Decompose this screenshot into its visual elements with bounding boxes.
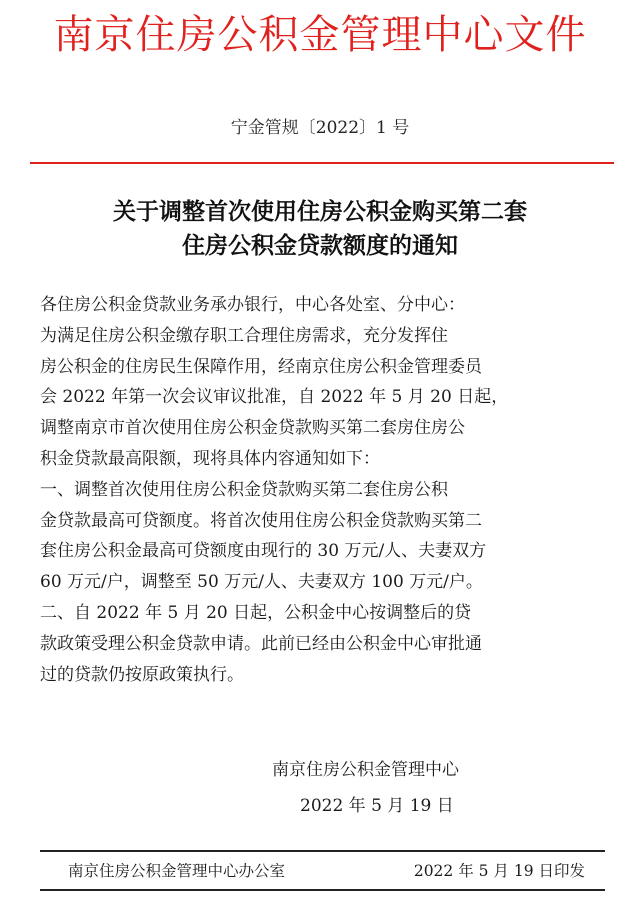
footer-print-date: 2022 年 5 月 19 日印发 xyxy=(413,862,585,880)
footer-top-rule xyxy=(40,850,605,852)
notice-body xyxy=(40,290,600,690)
body-line: 积金贷款最高限额，现将具体内容通知如下： xyxy=(40,448,380,469)
body-line: 款政策受理公积金贷款申请。此前已经由公积金中心审批通 xyxy=(40,633,482,654)
notice-title xyxy=(0,195,640,263)
body-line: 会 2022 年第一次会议审议批准，自 2022 年 5 月 20 日起， xyxy=(40,387,509,408)
body-line: 房公积金的住房民生保障作用，经南京住房公积金管理委员 xyxy=(40,356,482,377)
footer-office: 南京住房公积金管理中心办公室 xyxy=(68,862,286,880)
notice-title-line-2: 住房公积金贷款额度的通知 xyxy=(182,233,458,259)
body-line: 套住房公积金最高可贷额度由现行的 30 万元/人、夫妻双方 xyxy=(40,541,487,562)
notice-title-line-1: 关于调整首次使用住房公积金购买第二套 xyxy=(113,199,527,225)
body-line: 金贷款最高可贷额度。将首次使用住房公积金贷款购买第二 xyxy=(40,510,482,531)
body-line: 调整南京市首次使用住房公积金贷款购买第二套房住房公 xyxy=(40,418,465,439)
document-header-title: 南京住房公积金管理中心文件 xyxy=(53,12,587,58)
body-line: 过的贷款仍按原政策执行。 xyxy=(40,664,244,685)
footer-bottom-rule xyxy=(40,889,605,891)
signature-org: 南京住房公积金管理中心 xyxy=(272,760,459,780)
body-line: 60 万元/户，调整至 50 万元/人、夫妻双方 100 万元/户。 xyxy=(40,572,483,593)
document-number: 宁金管规〔2022〕1 号 xyxy=(230,118,410,138)
body-line: 二、自 2022 年 5 月 20 日起，公积金中心按调整后的贷 xyxy=(40,602,472,623)
footer xyxy=(40,858,605,884)
signature-date: 2022 年 5 月 19 日 xyxy=(300,796,454,816)
body-line: 各住房公积金贷款业务承办银行，中心各处室、分中心： xyxy=(40,295,465,315)
body-line: 为满足住房公积金缴存职工合理住房需求，充分发挥住 xyxy=(40,325,448,346)
body-line: 一、调整首次使用住房公积金贷款购买第二套住房公积 xyxy=(40,479,448,500)
red-divider xyxy=(30,162,614,164)
